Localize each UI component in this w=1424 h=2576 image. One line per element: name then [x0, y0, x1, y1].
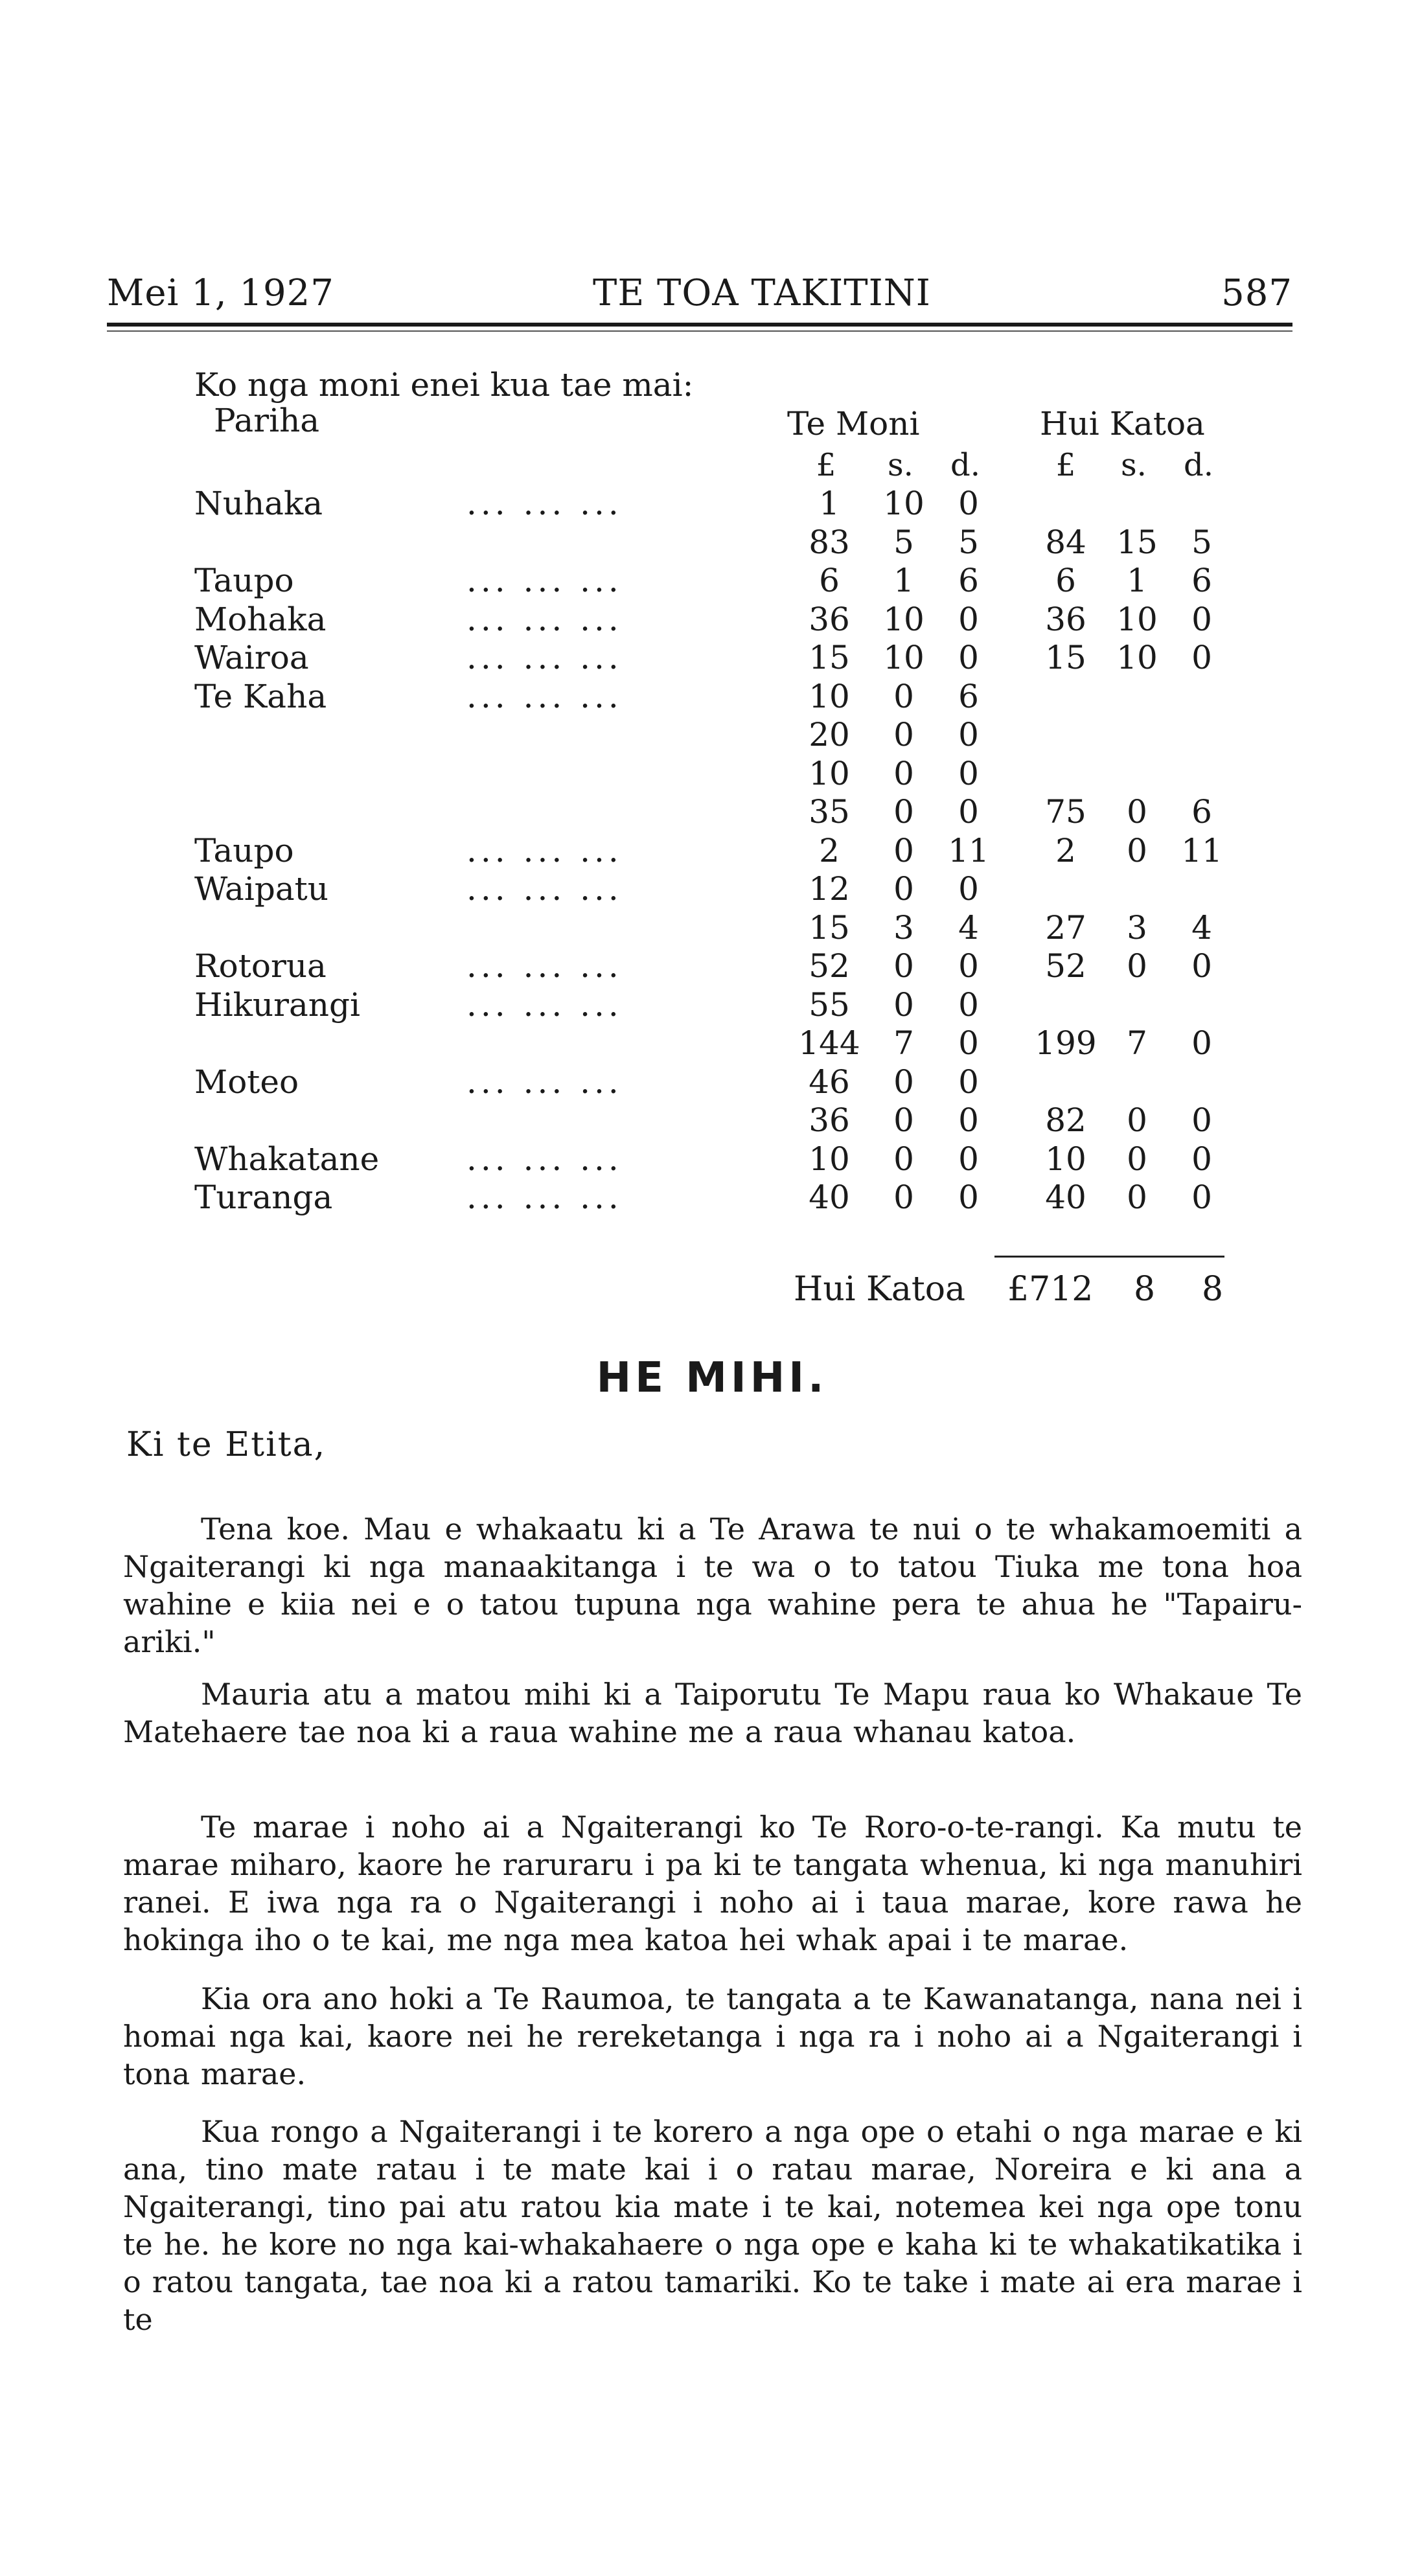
ledger-row	[0, 755, 1424, 794]
amount-shillings: 10	[883, 485, 924, 522]
ledger-leader-dots: ... ... ...	[466, 947, 623, 985]
letter-paragraph: Mauria atu a matou mihi ki a Taiporutu Te Mapu raua ko Whakaue Te Matehaere tae noa ki a raua wahine me a raua whanau katoa.	[123, 1677, 1302, 1749]
total-pence: 0	[1191, 600, 1212, 638]
total-shillings: 7	[1127, 1024, 1147, 1062]
ledger-leader-dots: ... ... ...	[466, 870, 623, 908]
total-pence: 5	[1191, 523, 1212, 561]
ledger-place: Taupo	[194, 831, 294, 869]
letter-paragraph: Kia ora ano hoki a Te Raumoa, te tangata a te Kawanatanga, nana nei i homai nga kai, kaore nei he rereketanga i nga ra i noho ai a Ngaiterangi i tona marae.	[123, 1981, 1302, 2091]
running-header	[107, 272, 1292, 317]
letter-paragraph: Tena koe. Mau e whakaatu ki a Te Arawa te nui o te whakamoemiti a Ngaiterangi ki nga manaakitanga i te wa o to tatou Tiuka me tona hoa wahine e kiia nei e o tatou tupuna nga wahine pera te ahua he "Tapairu-ariki."	[123, 1512, 1302, 1659]
amount-pounds: 46	[809, 1063, 850, 1101]
ledger-place: Whakatane	[194, 1140, 380, 1178]
amount-pounds: 35	[809, 793, 850, 831]
ledger-leader-dots: ... ... ...	[466, 485, 623, 522]
amount-pounds: 83	[809, 523, 850, 561]
total-rule	[994, 1256, 1224, 1258]
amount-shillings: 10	[883, 639, 924, 676]
total-shillings: 10	[1116, 639, 1158, 676]
letter-paragraph: Te marae i noho ai a Ngaiterangi ko Te Roro-o-te-rangi. Ka mutu te marae miharo, kaore he raruraru i pa ki te tangata whenua, ki nga manuhiri ranei. E iwa nga ra o Ngaiterangi i noho ai i taua marae, kore rawa he hokinga iho o te kai, me nga mea katoa hei whak apai i te marae.	[123, 1810, 1302, 1957]
amount-pence: 0	[958, 1024, 979, 1062]
ledger-leader-dots: ... ... ...	[466, 1063, 623, 1101]
ledger-place: Rotorua	[194, 947, 327, 985]
amount-shillings: 0	[893, 716, 914, 753]
total-pounds: 36	[1045, 600, 1086, 638]
amount-shillings: 3	[893, 908, 914, 947]
ledger-row	[0, 870, 1424, 909]
ledger-row	[0, 678, 1424, 717]
total-pence: 0	[1191, 1024, 1212, 1062]
ledger-place: Mohaka	[194, 600, 327, 638]
ledger-leader-dots: ... ... ...	[466, 600, 623, 638]
letter-salutation: Ki te Etita,	[126, 1425, 327, 1464]
ledger-place: Moteo	[194, 1063, 299, 1101]
amount-pounds: 10	[809, 754, 850, 792]
issue-date: Mei 1, 1927	[107, 272, 334, 314]
ledger-place: Te Kaha	[194, 677, 327, 715]
letter-heading: HE MIHI.	[596, 1354, 828, 1402]
page-number: 587	[1221, 272, 1292, 314]
ledger-row	[0, 485, 1424, 523]
ledger-row	[0, 986, 1424, 1025]
ledger-row	[0, 909, 1424, 948]
ledger-row	[0, 1063, 1424, 1102]
ledger-leader-dots: ... ... ...	[466, 1179, 623, 1216]
total-shillings: 1	[1127, 562, 1147, 599]
total-pounds: 6	[1055, 562, 1076, 599]
amount-pence: 0	[958, 1140, 979, 1178]
ledger-place: Hikurangi	[194, 985, 361, 1024]
ledger-leader-dots: ... ... ...	[466, 831, 623, 869]
amount-pence: 11	[948, 831, 989, 869]
total-pounds: 199	[1035, 1024, 1097, 1062]
ledger-row	[0, 562, 1424, 601]
total-shillings: 0	[1127, 793, 1147, 831]
total-pence: 0	[1191, 947, 1212, 985]
total-pounds: 15	[1045, 639, 1086, 676]
amount-pence: 6	[958, 562, 979, 599]
amount-pounds: 10	[809, 677, 850, 715]
ledger-row	[0, 601, 1424, 639]
total-pence: 0	[1191, 1101, 1212, 1139]
amount-pence: 0	[958, 716, 979, 753]
amount-pence: 0	[958, 870, 979, 908]
amount-pounds: 15	[809, 908, 850, 947]
total-pounds: 40	[1045, 1179, 1086, 1216]
amount-pounds: 36	[809, 600, 850, 638]
ledger-place: Wairoa	[194, 639, 309, 676]
ledger-row	[0, 1024, 1424, 1063]
amount-shillings: 0	[893, 1179, 914, 1216]
total-pounds: 10	[1045, 1140, 1086, 1178]
amount-pence: 0	[958, 1101, 979, 1139]
amount-pence: 0	[958, 985, 979, 1024]
grand-total-label: Hui Katoa	[794, 1270, 966, 1309]
grand-total-pounds: £712	[1007, 1270, 1094, 1309]
unit-pence-amount: d.	[950, 447, 980, 483]
amount-pence: 0	[958, 754, 979, 792]
amount-pounds: 2	[819, 831, 840, 869]
total-shillings: 0	[1127, 831, 1147, 869]
amount-pence: 0	[958, 485, 979, 522]
amount-pence: 0	[958, 639, 979, 676]
amount-pounds: 55	[809, 985, 850, 1024]
ledger-leader-dots: ... ... ...	[466, 1140, 623, 1178]
total-pence: 6	[1191, 562, 1212, 599]
total-shillings: 0	[1127, 1179, 1147, 1216]
column-heading-amount: Te Moni	[787, 405, 920, 443]
total-shillings: 0	[1127, 947, 1147, 985]
ledger-row	[0, 716, 1424, 755]
column-heading-total: Hui Katoa	[1040, 405, 1205, 443]
amount-pounds: 52	[809, 947, 850, 985]
amount-shillings: 0	[893, 831, 914, 869]
ledger-intro: Ko nga moni enei kua tae mai:	[194, 366, 694, 404]
total-shillings: 0	[1127, 1101, 1147, 1139]
unit-shilling-amount: s.	[888, 447, 913, 483]
ledger-row	[0, 1179, 1424, 1217]
total-shillings: 3	[1127, 908, 1147, 947]
total-pence: 4	[1191, 908, 1212, 947]
ledger-parish-label: Pariha	[214, 402, 320, 439]
unit-pound-amount: £	[816, 447, 836, 483]
ledger-leader-dots: ... ... ...	[466, 677, 623, 715]
amount-shillings: 0	[893, 870, 914, 908]
amount-pounds: 144	[798, 1024, 860, 1062]
amount-shillings: 5	[893, 523, 914, 561]
ledger-place: Taupo	[194, 562, 294, 599]
ledger-leader-dots: ... ... ...	[466, 639, 623, 676]
amount-pounds: 6	[819, 562, 840, 599]
publication-title: TE TOA TAKITINI	[593, 272, 931, 314]
amount-shillings: 1	[893, 562, 914, 599]
ledger-place: Nuhaka	[194, 485, 323, 522]
total-pence: 11	[1181, 831, 1223, 869]
total-pence: 0	[1191, 1140, 1212, 1178]
ledger-row	[0, 832, 1424, 871]
amount-pounds: 12	[809, 870, 850, 908]
total-pounds: 27	[1045, 908, 1086, 947]
ledger-row	[0, 793, 1424, 832]
ledger-row	[0, 1140, 1424, 1179]
amount-pounds: 36	[809, 1101, 850, 1139]
ledger-leader-dots: ... ... ...	[466, 985, 623, 1024]
amount-pence: 4	[958, 908, 979, 947]
amount-pence: 0	[958, 793, 979, 831]
ledger-row	[0, 523, 1424, 562]
ledger-place: Waipatu	[194, 870, 328, 908]
amount-pence: 0	[958, 600, 979, 638]
amount-shillings: 7	[893, 1024, 914, 1062]
total-pence: 0	[1191, 1179, 1212, 1216]
ledger-row	[0, 947, 1424, 986]
amount-shillings: 0	[893, 754, 914, 792]
total-pounds: 82	[1045, 1101, 1086, 1139]
amount-pence: 0	[958, 1063, 979, 1101]
amount-pence: 0	[958, 947, 979, 985]
ledger-place: Turanga	[194, 1179, 333, 1216]
unit-shilling-total: s.	[1121, 447, 1147, 483]
letter-paragraph: Kua rongo a Ngaiterangi i te korero a nga ope o etahi o nga marae e ki ana, tino mate ratau i te mate kai i o ratau marae, Noreira e ki ana a Ngaiterangi, tino pai atu ratou kia mate i te kai, notemea kei nga ope tonu te he. he kore no nga kai-whakahaere o nga ope e kaha ki te whakatikatika i o ratou tangata, tae noa ki a ratou tamariki. Ko te take i mate ai era marae i te	[123, 2114, 1302, 2337]
amount-pence: 5	[958, 523, 979, 561]
total-shillings: 0	[1127, 1140, 1147, 1178]
unit-pound-total: £	[1055, 447, 1076, 483]
amount-shillings: 0	[893, 985, 914, 1024]
amount-pence: 6	[958, 677, 979, 715]
amount-pounds: 10	[809, 1140, 850, 1178]
amount-pounds: 15	[809, 639, 850, 676]
amount-shillings: 0	[893, 793, 914, 831]
ledger-row	[0, 639, 1424, 678]
total-pounds: 2	[1055, 831, 1076, 869]
unit-pence-total: d.	[1184, 447, 1213, 483]
amount-shillings: 10	[883, 600, 924, 638]
amount-pence: 0	[958, 1179, 979, 1216]
header-rule-thin	[107, 330, 1292, 332]
total-pence: 6	[1191, 793, 1212, 831]
amount-pounds: 40	[809, 1179, 850, 1216]
amount-shillings: 0	[893, 1063, 914, 1101]
total-shillings: 10	[1116, 600, 1158, 638]
total-pounds: 75	[1045, 793, 1086, 831]
amount-pounds: 20	[809, 716, 850, 753]
header-rule-thick	[107, 323, 1292, 327]
grand-total-pence: 8	[1202, 1270, 1224, 1309]
ledger-row	[0, 1101, 1424, 1140]
amount-shillings: 0	[893, 1140, 914, 1178]
total-pounds: 84	[1045, 523, 1086, 561]
amount-shillings: 0	[893, 677, 914, 715]
total-pounds: 52	[1045, 947, 1086, 985]
total-pence: 0	[1191, 639, 1212, 676]
total-shillings: 15	[1116, 523, 1158, 561]
amount-shillings: 0	[893, 1101, 914, 1139]
amount-shillings: 0	[893, 947, 914, 985]
ledger-leader-dots: ... ... ...	[466, 562, 623, 599]
grand-total-shillings: 8	[1134, 1270, 1156, 1309]
amount-pounds: 1	[819, 485, 840, 522]
